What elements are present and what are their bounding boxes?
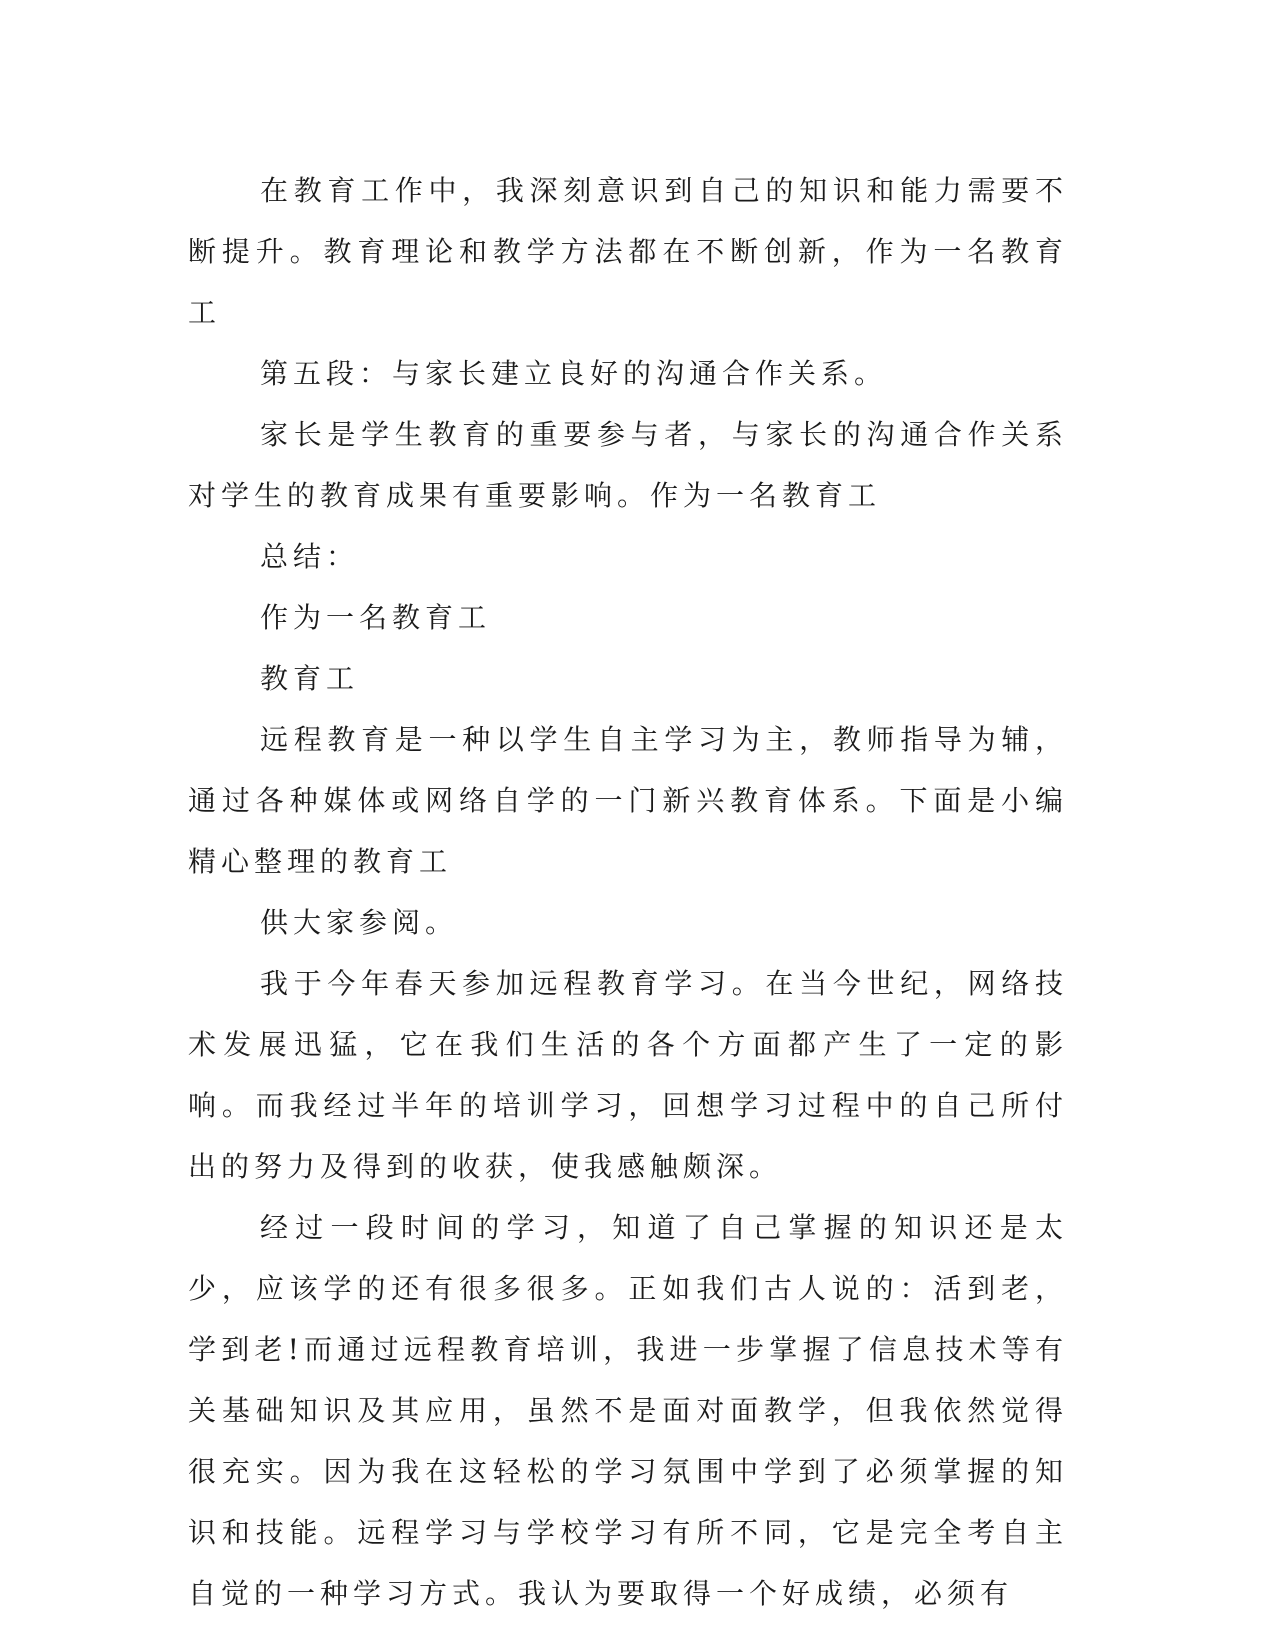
paragraph-for-reference: 供大家参阅。	[260, 906, 459, 939]
paragraph-study-reflection: 经过一段时间的学习，知道了自己掌握的知识还是太少，应该学的还有很多很多。正如我们古人说的：活到老，学到老!而通过远程教育培训，我进一步掌握了信息技术等有关基础知识及其应用，虽然不是面对面教学，但我依然觉得很充实。因为我在这轻松的学习氛围中学到了必须掌握的知识和技能。远程学习与学校学习有所不同，它是完全考自主自觉的一种学习方式。我认为要取得一个好成绩，必须有	[188, 1211, 1068, 1610]
paragraph-distance-education-intro: 远程教育是一种以学生自主学习为主，教师指导为辅，通过各种媒体或网络自学的一门新兴教育体系。下面是小编精心整理的教育工	[188, 723, 1068, 878]
summary-heading: 总结：	[260, 540, 360, 573]
paragraph-self-improvement: 在教育工作中，我深刻意识到自己的知识和能力需要不断提升。教育理论和教学方法都在不断创新，作为一名教育工	[188, 174, 1068, 329]
paragraph-fragment-2: 教育工	[260, 662, 360, 695]
paragraph-parent-communication: 家长是学生教育的重要参与者，与家长的沟通合作关系对学生的教育成果有重要影响。作为一名教育工	[188, 418, 1068, 512]
paragraph-fragment-1: 作为一名教育工	[260, 601, 492, 634]
section-heading-parent-communication: 第五段：与家长建立良好的沟通合作关系。	[260, 357, 888, 390]
document-body	[188, 160, 1068, 1624]
paragraph-spring-study: 我于今年春天参加远程教育学习。在当今世纪，网络技术发展迅猛，它在我们生活的各个方面都产生了一定的影响。而我经过半年的培训学习，回想学习过程中的自己所付出的努力及得到的收获，使我感触颇深。	[188, 967, 1068, 1183]
